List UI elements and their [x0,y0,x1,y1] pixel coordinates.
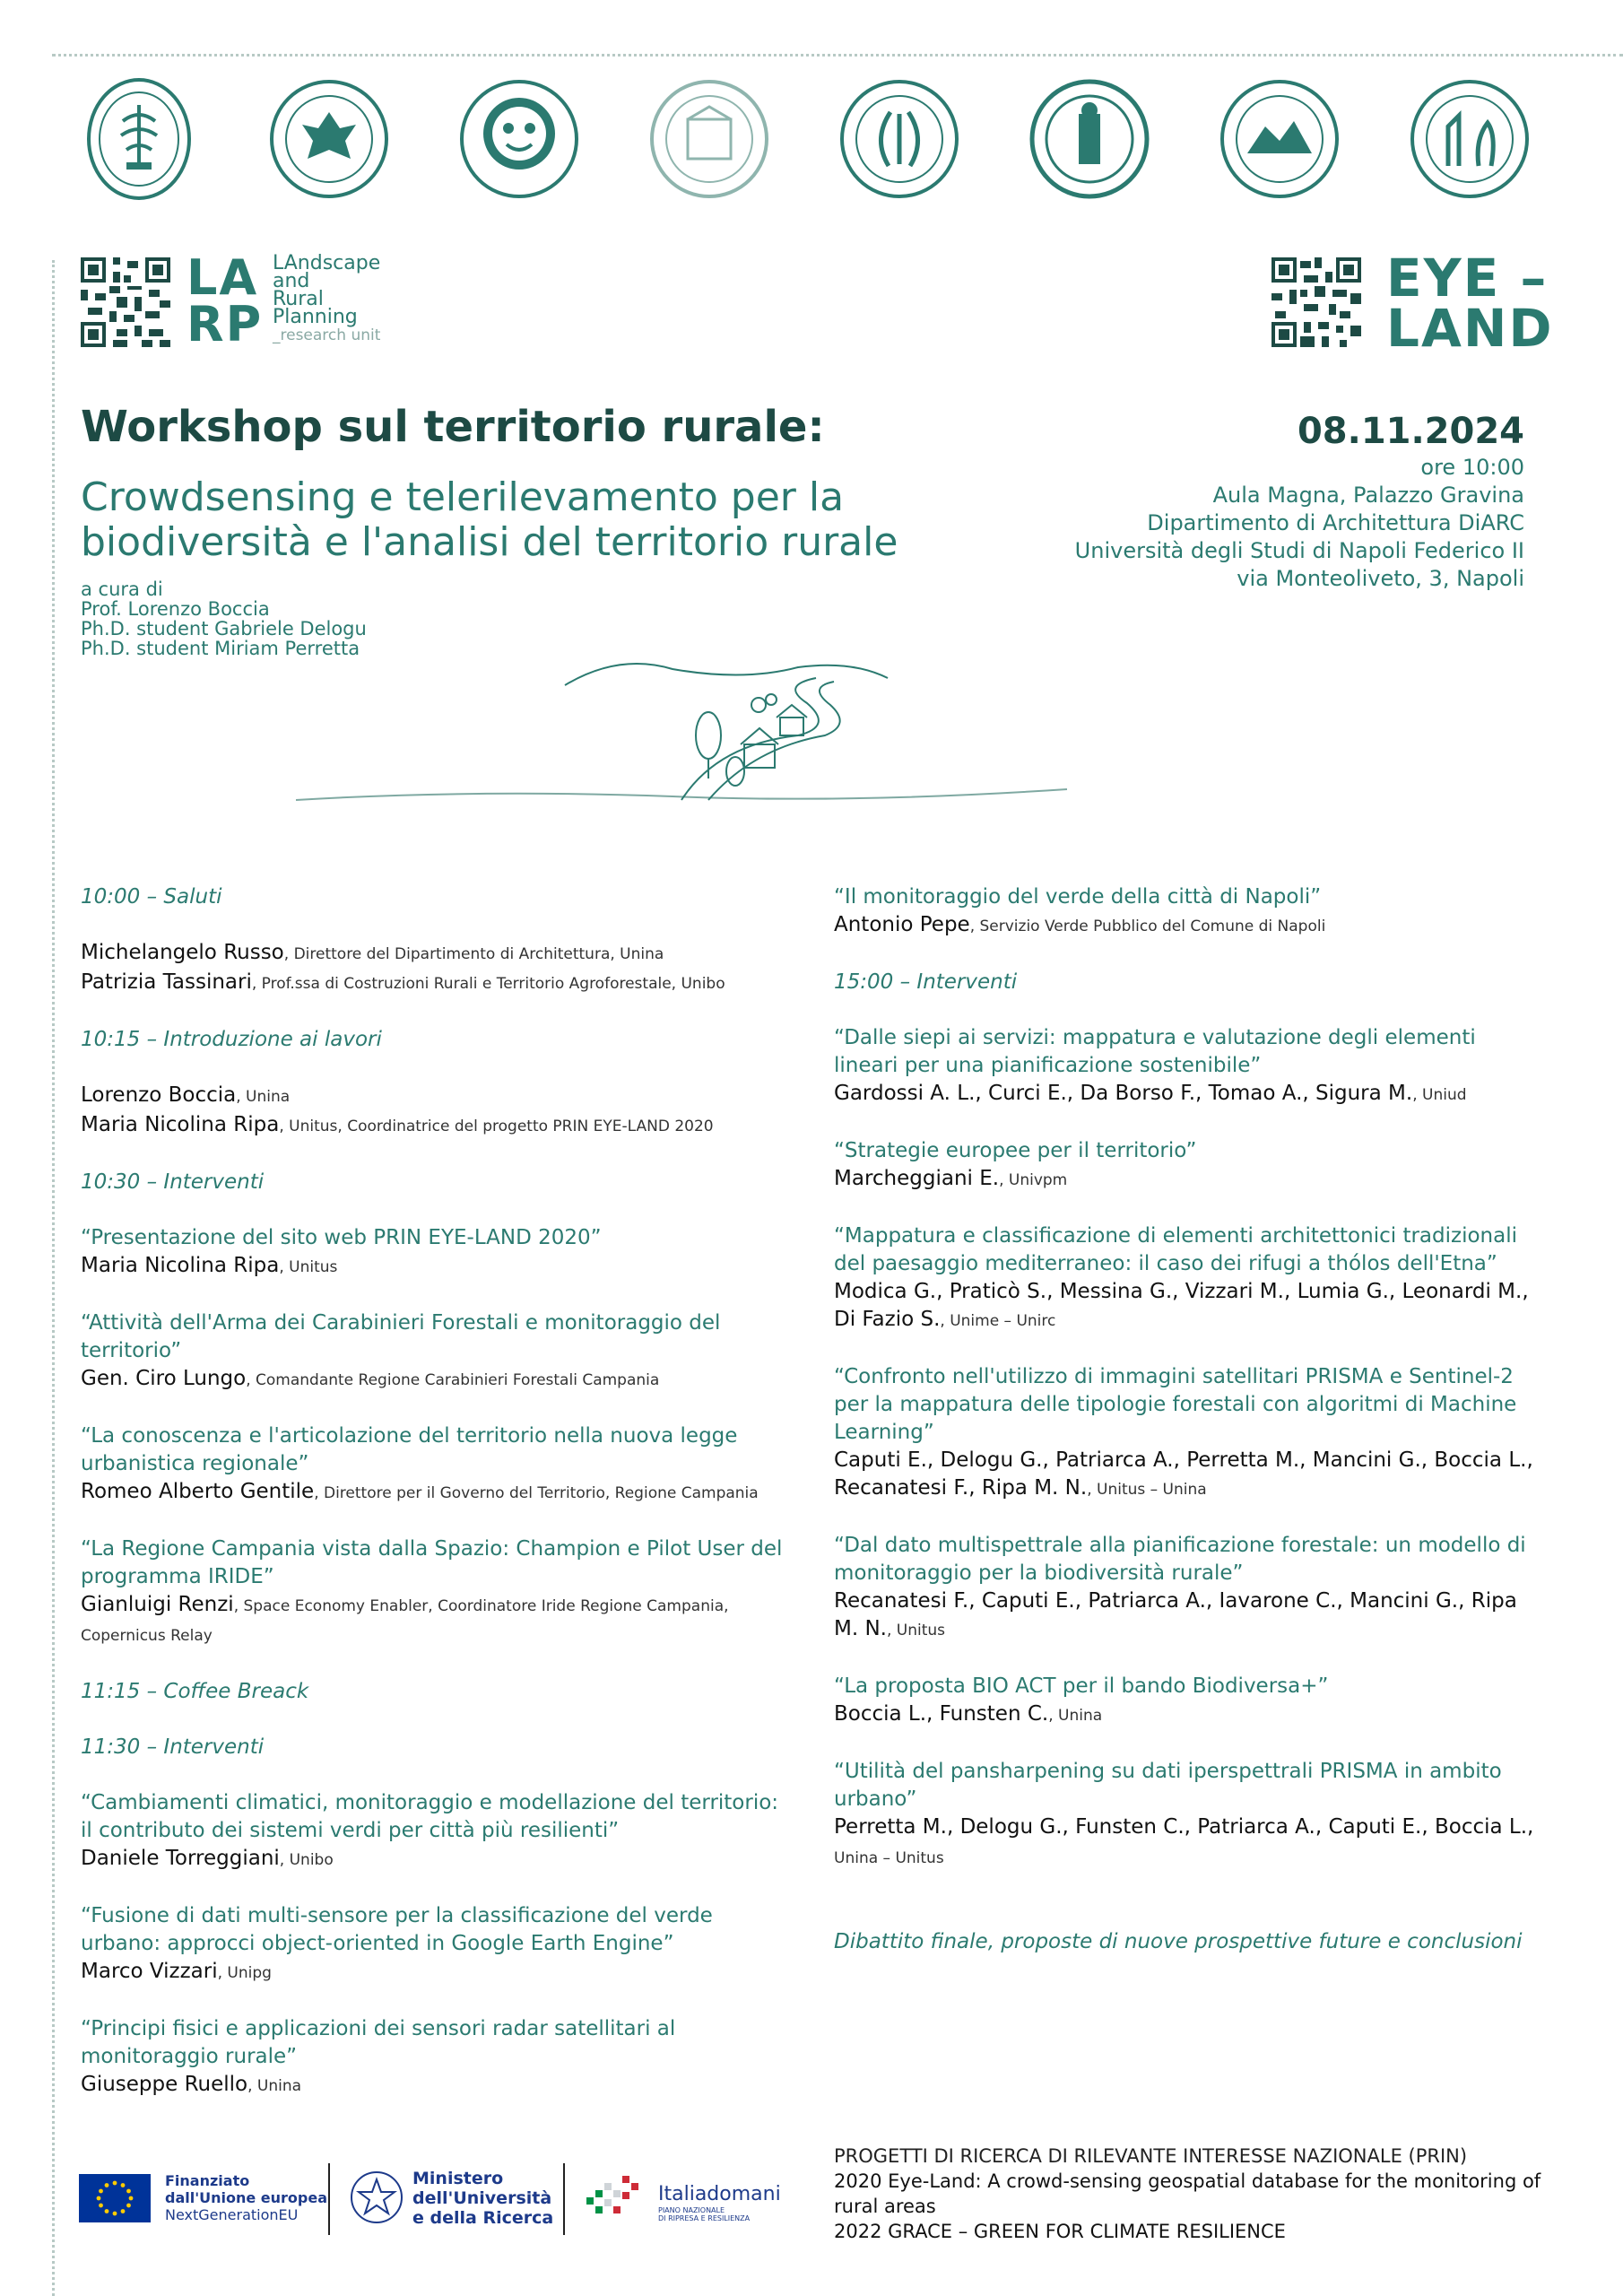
seal-tuscia-icon [76,76,202,202]
talk [834,1222,1542,1335]
speaker-name: Boccia L., Funsten C. [834,1702,1049,1726]
speaker-name: Giuseppe Ruello [81,2073,248,2096]
speaker-name: Daniele Torreggiani [81,1847,280,1870]
event-date: 08.11.2024 [1297,411,1524,452]
speaker [834,911,1542,941]
talk-title: “Mappatura e classificazione di elementi architettonici tradizionali del paesaggio mediterraneo: il caso dei rifugi a thólos dell'Etna” [834,1224,1517,1275]
seal-mediterranea-icon [456,76,582,202]
speaker-affiliation: , Unitus [279,1258,338,1276]
speaker [834,1447,1542,1504]
talk [81,1535,789,1650]
talk [834,1024,1542,1109]
talk-title: “Dalle siepi ai servizi: mappatura e valutazione degli elementi lineari per una pianificazione sostenibile” [834,1026,1476,1077]
mur-line1: Ministero [412,2169,504,2188]
speaker-affiliation: Unina – Unitus [834,1849,944,1867]
speaker [81,1845,789,1874]
italiadomani-text: Italiadomani [658,2183,781,2205]
speaker [81,2071,789,2100]
ita-sub-line2: DI RIPRESA E RESILIENZA [658,2214,751,2222]
eu-line3: NextGenerationEU [165,2206,299,2223]
page-title: Workshop sul territorio rurale: [81,402,825,452]
speaker-name: Modica G., Praticò S., Messina G., Vizzari M., Lumia G., Leonardi M., Di Fazio S. [834,1280,1529,1331]
seal-federico-ii-icon [1027,76,1152,202]
closing-note: Dibattito finale, proposte di nuove prospettive future e conclusioni [834,1930,1523,1953]
program-slot: 15:00 – Interventi [834,970,1018,994]
top-dotted-border [52,54,1623,57]
speaker-name: Marcheggiani E. [834,1167,1000,1190]
talk-title: “Presentazione del sito web PRIN EYE-LAND 2020” [81,1226,602,1249]
speaker [834,1700,1542,1730]
speaker-name: Perretta M., Delogu G., Funsten C., Patriarca A., Caputi E., Boccia L., [834,1815,1534,1839]
speaker [81,1958,789,1987]
larp-name-line: and [273,270,310,292]
seal-perugia-icon [1407,76,1532,202]
mur-line3: e della Ricerca [412,2208,554,2228]
eyeland-qr-code-icon[interactable] [1271,257,1361,347]
larp-qr-code-icon[interactable] [81,257,170,347]
speaker-affiliation: , Unitus [886,1622,946,1639]
speaker-name: Gianluigi Renzi [81,1593,234,1616]
curator-name: Ph.D. student Miriam Perretta [81,638,360,659]
mur-text [412,2169,553,2228]
event-venue-line: via Monteoliveto, 3, Napoli [1237,566,1524,591]
event-info [1075,411,1524,593]
talk-title: “Attività dell'Arma dei Carabinieri Forestali e monitoraggio del territorio” [81,1311,721,1362]
talk-title: “Strategie europee per il territorio” [834,1139,1197,1162]
speaker-name: Antonio Pepe [834,913,970,936]
speaker-affiliation: , Uniud [1412,1086,1467,1104]
eu-line1: Finanziato [165,2172,250,2189]
speaker [81,1252,789,1282]
prin-line2: 2020 Eye-Land: A crowd-sensing geospatial database for the monitoring of rural areas [834,2170,1541,2217]
speaker-affiliation: , Unitus, Coordinatrice del progetto PRIN EYE-LAND 2020 [279,1118,714,1135]
event-venue-line: Dipartimento di Architettura DiARC [1147,510,1524,535]
talk-title: “Cambiamenti climatici, monitoraggio e modellazione del territorio: il contributo dei sistemi verdi per città più resilienti” [81,1791,779,1842]
speaker-name: Maria Nicolina Ripa [81,1254,280,1277]
speaker-affiliation: , Servizio Verde Pubblico del Comune di Napoli [969,918,1326,935]
italiadomani-subtitle [658,2206,750,2222]
speaker-affiliation: , Direttore per il Governo del Territorio, Regione Campania [314,1484,759,1502]
program-slot: 10:15 – Introduzione ai lavori [81,1028,382,1051]
prin-line3: 2022 GRACE – GREEN FOR CLIMATE RESILIENCE [834,2221,1286,2242]
speaker-name: Maria Nicolina Ripa [81,1113,280,1136]
mur-line2: dell'Università [412,2188,552,2208]
seal-udine-icon [266,76,392,202]
speaker-affiliation: , Unina [236,1088,291,1106]
eyeland-logo [1386,248,1554,359]
seal-bologna-icon [647,76,772,202]
speaker-name: Michelangelo Russo [81,941,284,964]
curator-name: Prof. Lorenzo Boccia [81,598,270,620]
larp-logo-text [273,252,381,344]
eu-flag-icon [79,2174,151,2222]
talk [81,1789,789,1874]
speaker-affiliation: , Comandante Regione Carabinieri Forestali Campania [246,1371,660,1389]
prin-projects [834,2144,1587,2244]
speaker [834,1813,1542,1873]
speaker-name: Gardossi A. L., Curci E., Da Borso F., Tomao A., Sigura M. [834,1082,1413,1105]
speaker-affiliation: , Direttore del Dipartimento di Architettura, Unina [283,945,664,963]
page-subtitle: Crowdsensing e telerilevamento per la biodiversità e l'analisi del territorio rurale [81,474,898,565]
speaker [834,1080,1542,1109]
program-left-column [81,883,789,2128]
program-slot: 11:30 – Interventi [81,1735,265,1759]
left-dotted-border [52,260,55,2296]
speaker-affiliation: , Unipg [217,1964,272,1982]
larp-name-line: Planning [273,306,358,328]
speaker-affiliation: , Unina [1048,1707,1103,1725]
rural-landscape-illustration [296,628,1067,816]
talk [834,883,1542,941]
funders-logos [79,2156,796,2255]
talk-title: “Utilità del pansharpening su dati iperspettrali PRISMA in ambito urbano” [834,1760,1502,1811]
speaker [81,969,789,998]
talk [834,1363,1542,1504]
larp-name-line: LAndscape [273,252,381,274]
speaker-affiliation: , Unina [247,2077,302,2095]
speaker-name: Romeo Alberto Gentile [81,1480,315,1503]
speaker-affiliation: , Unitus – Unina [1087,1481,1207,1499]
eyeland-line2: LAND [1386,298,1554,359]
larp-name-line: Rural [273,288,324,310]
larp-mark-line2: RP [187,296,264,352]
program-slot: 10:00 – Saluti [81,885,222,909]
speaker-group [81,939,789,998]
eyeland-line1: EYE – [1386,248,1549,309]
talk [81,1309,789,1395]
talk [834,1532,1542,1645]
talk-title: “Fusione di dati multi-sensore per la classificazione del verde urbano: approcci object-oriented in Google Earth Engine” [81,1904,713,1955]
talk-title: “La conoscenza e l'articolazione del territorio nella nuova legge urbanistica regionale” [81,1424,738,1475]
talk [81,2015,789,2100]
speaker-group [81,1082,789,1141]
talk-title: “Dal dato multispettrale alla pianificazione forestale: un modello di monitoraggio per la biodiversità rurale” [834,1534,1526,1585]
talk [81,1422,789,1508]
speaker [81,1365,789,1395]
speaker-name: Recanatesi F., Caputi E., Patriarca A., Iavarone C., Mancini G., Ripa M. N. [834,1589,1517,1640]
speaker-name: Gen. Ciro Lungo [81,1367,247,1390]
talk-title: “Principi fisici e applicazioni dei sensori radar satellitari al monitoraggio rurale” [81,2017,676,2068]
event-venue-line: Università degli Studi di Napoli Federico II [1074,538,1524,563]
speaker-affiliation: , Univpm [999,1171,1068,1189]
seal-marche-icon [837,76,962,202]
speaker [81,1591,789,1650]
program-slot: 10:30 – Interventi [81,1170,265,1194]
speaker [81,1082,789,1111]
speaker [834,1587,1542,1645]
program-right-column [834,883,1542,1956]
speaker-affiliation: , Unibo [279,1851,334,1869]
event-time: ore 10:00 [1420,455,1524,480]
seal-messina-icon [1217,76,1342,202]
talk-title: “Il monitoraggio del verde della città di Napoli” [834,885,1322,909]
curators-label: a cura di [81,578,163,600]
speaker [834,1165,1542,1195]
italiadomani-logo-icon [581,2170,653,2224]
speaker-name: Caputi E., Delogu G., Patriarca A., Perretta M., Mancini G., Boccia L., Recanatesi F., Ripa M. N. [834,1448,1533,1500]
italian-republic-emblem-icon [348,2169,405,2226]
prin-line1: PROGETTI DI RICERCA DI RILEVANTE INTERESSE NAZIONALE (PRIN) [834,2145,1468,2167]
eu-funding-text [165,2172,327,2223]
talk [834,1673,1542,1730]
speaker [81,939,789,969]
speaker [81,1478,789,1508]
larp-logo-mark [187,249,264,352]
speaker-name: Marco Vizzari [81,1960,218,1983]
ita-sub-line1: PIANO NAZIONALE [658,2206,725,2214]
talk-title: “La proposta BIO ACT per il bando Biodiversa+” [834,1674,1329,1698]
speaker-name: Lorenzo Boccia [81,1083,237,1107]
speaker [834,1278,1542,1335]
talk [834,1137,1542,1195]
talk-title: “Confronto nell'utilizzo di immagini satellitari PRISMA e Sentinel-2 per la mappatura delle tipologie forestali con algoritmi di Machine Learning” [834,1365,1517,1444]
footer-divider [328,2163,330,2235]
footer-divider [563,2163,565,2235]
talk-title: “La Regione Campania vista dalla Spazio: Champion e Pilot User del programma IRIDE” [81,1537,783,1588]
larp-unit: _research unit [273,326,381,344]
event-venue-line: Aula Magna, Palazzo Gravina [1212,483,1524,508]
curator-name: Ph.D. student Gabriele Delogu [81,618,367,639]
talk [81,1224,789,1282]
speaker-name: Patrizia Tassinari [81,970,252,994]
speaker-affiliation: , Prof.ssa di Costruzioni Rurali e Territorio Agroforestale, Unibo [251,975,725,993]
talk [81,1902,789,1987]
eu-line2: dall'Unione europea [165,2189,328,2206]
speaker-affiliation: , Space Economy Enabler, Coordinatore Iride Regione Campania, Copernicus Relay [81,1597,729,1645]
university-seals-row [76,76,1547,211]
talk [834,1758,1542,1873]
larp-mark-line1: LA [187,249,259,306]
speaker [81,1111,789,1141]
speaker-affiliation: , Unime – Unirc [940,1312,1056,1330]
program-slot: 11:15 – Coffee Breack [81,1680,309,1703]
